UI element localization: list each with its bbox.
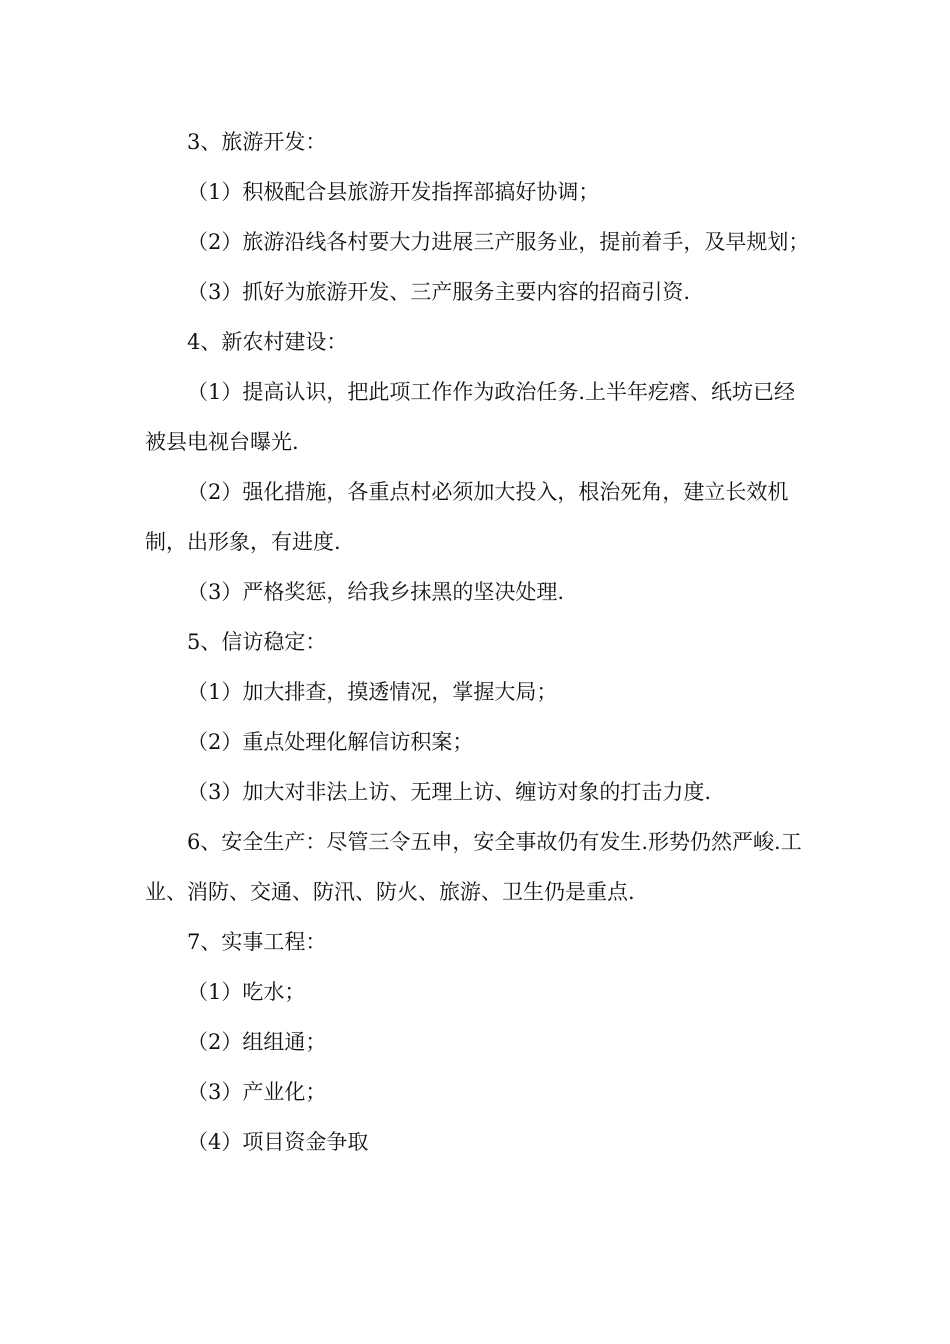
list-item: （3）严格奖惩，给我乡抹黑的坚决处理.	[187, 580, 565, 604]
list-item: （3）产业化；	[187, 1080, 327, 1104]
document-body	[145, 128, 810, 1178]
list-item: （1）提高认识，把此项工作作为政治任务.上半年疙瘩、纸坊已经被县电视台曝光.	[145, 380, 796, 454]
section-heading-petition: 5、信访稳定：	[187, 630, 327, 654]
list-item: （3）抓好为旅游开发、三产服务主要内容的招商引资.	[187, 280, 691, 304]
list-item: （2）重点处理化解信访积案；	[187, 730, 474, 754]
list-item: （2）组组通；	[187, 1030, 327, 1054]
list-item: （2）旅游沿线各村要大力进展三产服务业，提前着手，及早规划；	[187, 230, 810, 254]
section-safety-production: 6、安全生产：尽管三令五申，安全事故仍有发生.形势仍然严峻.工业、消防、交通、防汛、防火、旅游、卫生仍是重点.	[145, 830, 802, 904]
section-heading-practical-projects: 7、实事工程：	[187, 930, 327, 954]
list-item: （1）加大排查，摸透情况，掌握大局；	[187, 680, 558, 704]
section-heading-tourism: 3、旅游开发：	[187, 130, 327, 154]
list-item: （1）积极配合县旅游开发指挥部搞好协调；	[187, 180, 600, 204]
list-item: （3）加大对非法上访、无理上访、缠访对象的打击力度.	[187, 780, 712, 804]
list-item: （4）项目资金争取	[187, 1130, 369, 1154]
list-item: （1）吃水；	[187, 980, 306, 1004]
list-item: （2）强化措施，各重点村必须加大投入，根治死角，建立长效机制，出形象，有进度.	[145, 480, 789, 554]
section-heading-new-village: 4、新农村建设：	[187, 330, 348, 354]
